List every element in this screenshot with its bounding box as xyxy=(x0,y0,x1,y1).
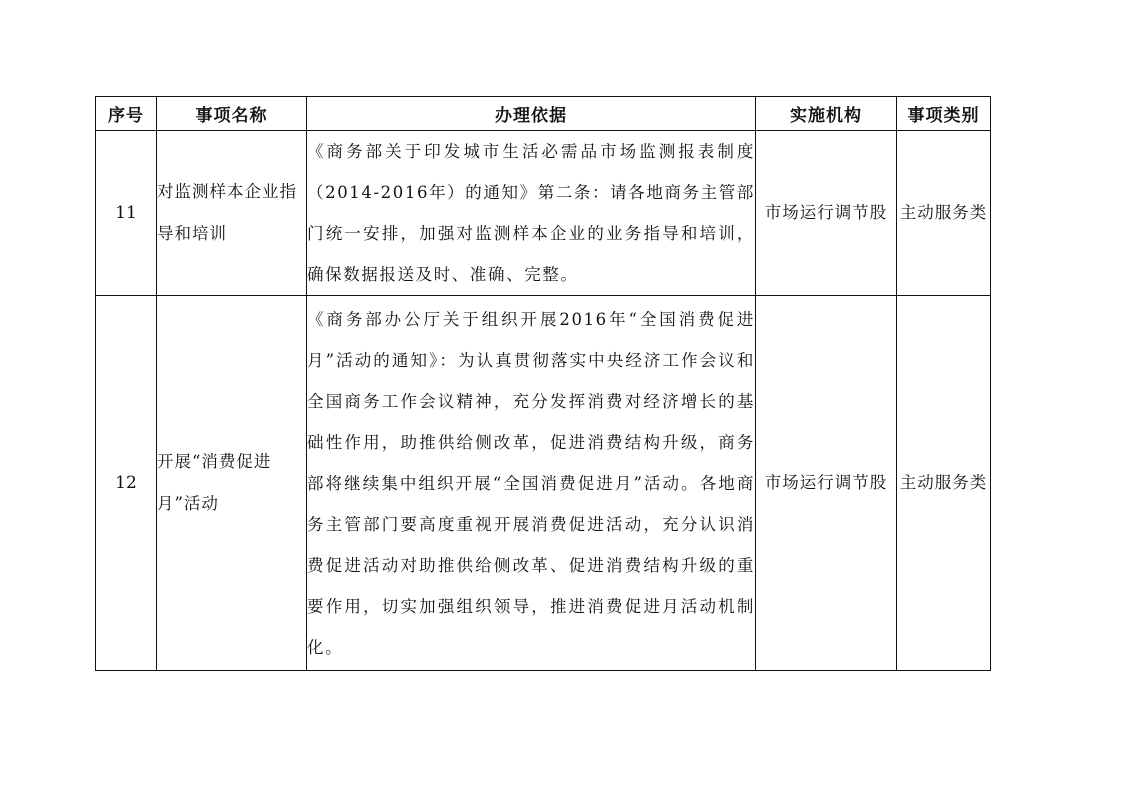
row-agency xyxy=(756,131,897,296)
row-category-text: 主动服务类 xyxy=(899,203,988,222)
row-agency xyxy=(756,296,897,671)
row-item-name xyxy=(157,296,307,671)
header-agency: 实施机构 xyxy=(756,97,897,131)
row-agency-text: 市场运行调节股 xyxy=(764,473,888,492)
row-basis xyxy=(307,131,756,296)
table-row xyxy=(96,296,991,671)
header-basis: 办理依据 xyxy=(307,97,756,131)
row-category-text: 主动服务类 xyxy=(899,473,988,492)
header-item-name: 事项名称 xyxy=(157,97,307,131)
table-row xyxy=(96,131,991,296)
row-item-name-text: 开展“消费促进月”活动 xyxy=(157,452,272,513)
row-category xyxy=(897,296,991,671)
row-category xyxy=(897,131,991,296)
header-category: 事项类别 xyxy=(897,97,991,131)
table-header-row xyxy=(96,97,991,131)
row-basis xyxy=(307,296,756,671)
row-basis-text: 《商务部关于印发城市生活必需品市场监测报表制度（2014-2016年）的通知》第二条：请各地商务主管部门统一安排，加强对监测样本企业的业务指导和培训，确保数据报送及时、准确、完整。 xyxy=(307,142,755,284)
row-item-name xyxy=(157,131,307,296)
row-seq: 12 xyxy=(96,296,157,671)
row-basis-text: 《商务部办公厅关于组织开展2016年“全国消费促进月”活动的通知》：为认真贯彻落实中央经济工作会议和全国商务工作会议精神，充分发挥消费对经济增长的基础性作用，助推供给侧改革，促进消费结构升级，商务部将继续集中组织开展“全国消费促进月”活动。各地商务主管部门要高度重视开展消费促进活动，充分认识消费促进活动对助推供给侧改革、促进消费结构升级的重要作用，切实加强组织领导，推进消费促进月活动机制化。 xyxy=(307,309,755,657)
row-agency-text: 市场运行调节股 xyxy=(764,203,888,222)
header-seq: 序号 xyxy=(96,97,157,131)
row-item-name-text: 对监测样本企业指导和培训 xyxy=(157,182,297,243)
service-items-table xyxy=(95,96,991,671)
row-seq: 11 xyxy=(96,131,157,296)
